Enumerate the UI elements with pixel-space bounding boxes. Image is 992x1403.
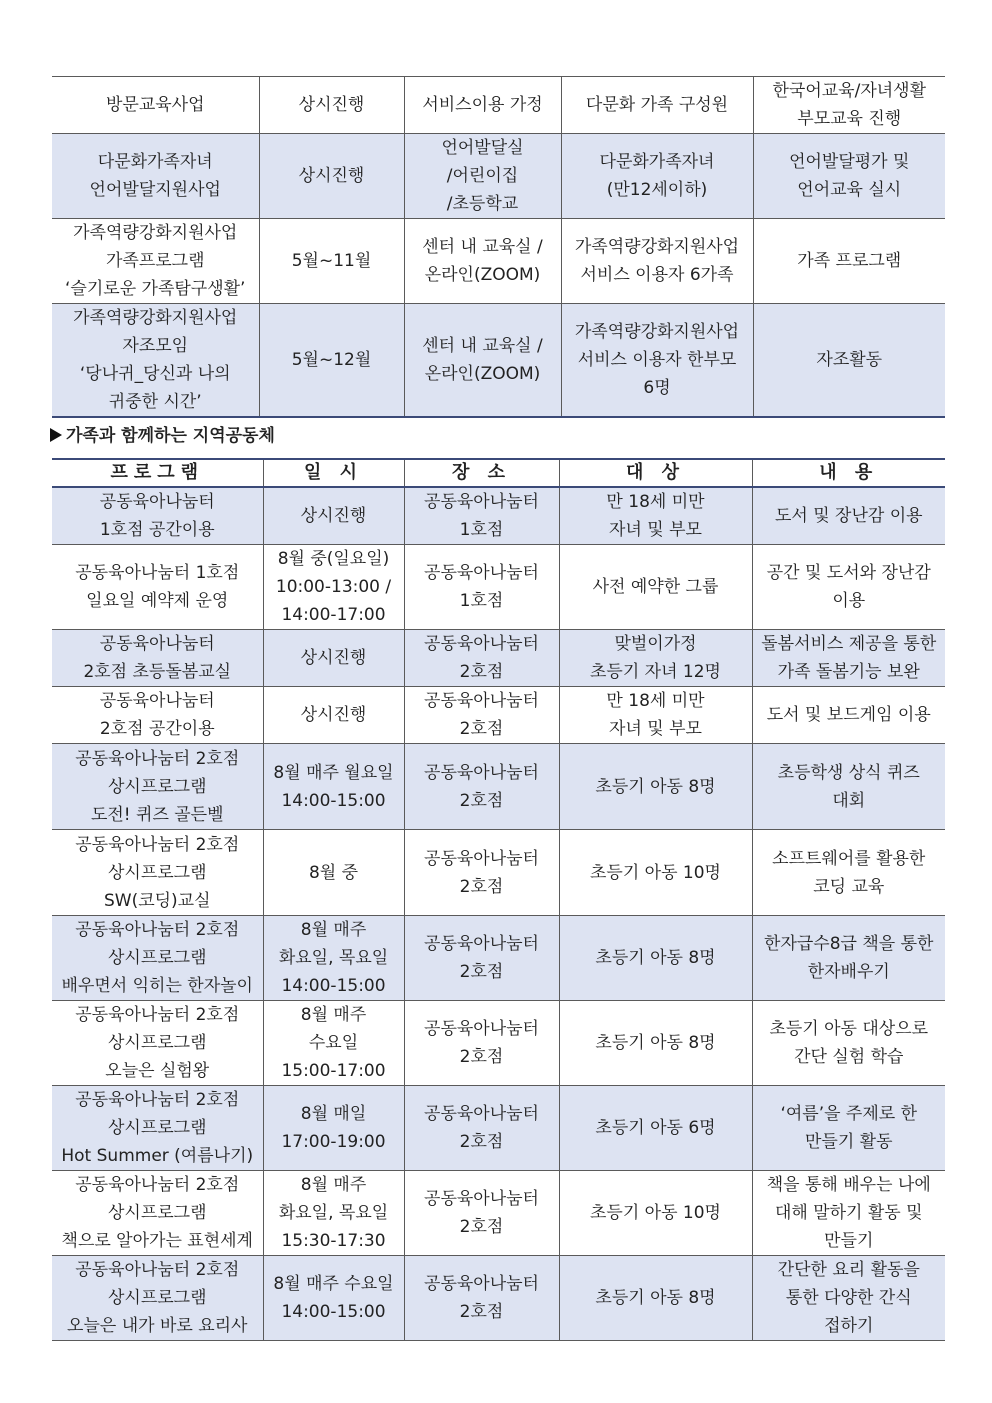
cell-place: 공동육아나눔터 2호점 <box>404 1256 559 1341</box>
cell-place: 공동육아나눔터 2호점 <box>404 1086 559 1171</box>
cell-content: 도서 및 장난감 이용 <box>752 487 945 545</box>
cell-program: 다문화가족자녀 언어발달지원사업 <box>52 134 259 219</box>
table-row <box>52 1171 945 1256</box>
cell-program: 공동육아나눔터 1호점 일요일 예약제 운영 <box>52 545 263 630</box>
cell-target: 초등기 아동 8명 <box>559 744 752 830</box>
cell-place: 센터 내 교육실 / 온라인(ZOOM) <box>404 304 561 418</box>
table-row <box>52 744 945 830</box>
cell-content: ‘여름’을 주제로 한 만들기 활동 <box>752 1086 945 1171</box>
table-row <box>52 1256 945 1341</box>
cell-program: 공동육아나눔터 2호점 상시프로그램 책으로 알아가는 표현세계 <box>52 1171 263 1256</box>
cell-place: 공동육아나눔터 1호점 <box>404 545 559 630</box>
header-program: 프로그램 <box>52 459 263 487</box>
cell-content: 자조활동 <box>753 304 945 418</box>
cell-schedule: 상시진행 <box>263 687 404 744</box>
cell-program: 공동육아나눔터 2호점 상시프로그램 오늘은 내가 바로 요리사 <box>52 1256 263 1341</box>
cell-program: 공동육아나눔터 2호점 상시프로그램 Hot Summer (여름나기) <box>52 1086 263 1171</box>
table-row <box>52 687 945 744</box>
cell-schedule: 상시진행 <box>263 630 404 687</box>
section-title: 가족과 함께하는 지역공동체 <box>66 426 275 446</box>
cell-schedule: 8월 매일 17:00-19:00 <box>263 1086 404 1171</box>
cell-content: 언어발달평가 및 언어교육 실시 <box>753 134 945 219</box>
cell-target: 만 18세 미만 자녀 및 부모 <box>559 687 752 744</box>
cell-place: 공동육아나눔터 2호점 <box>404 830 559 916</box>
header-content: 내 용 <box>752 459 945 487</box>
cell-target: 초등기 아동 8명 <box>559 1001 752 1086</box>
cell-content: 초등학생 상식 퀴즈 대회 <box>752 744 945 830</box>
cell-target: 다문화 가족 구성원 <box>561 77 753 134</box>
cell-target: 초등기 아동 8명 <box>559 1256 752 1341</box>
cell-schedule: 8월 매주 수요일 14:00-15:00 <box>263 1256 404 1341</box>
triangle-bullet-icon <box>50 428 62 442</box>
cell-target: 맞벌이가정 초등기 자녀 12명 <box>559 630 752 687</box>
table-row <box>52 830 945 916</box>
cell-place: 공동육아나눔터 2호점 <box>404 1171 559 1256</box>
cell-content: 공간 및 도서와 장난감 이용 <box>752 545 945 630</box>
cell-schedule: 8월 중 <box>263 830 404 916</box>
section-heading <box>50 424 275 448</box>
cell-place: 서비스이용 가정 <box>404 77 561 134</box>
community-table-body <box>52 487 945 1341</box>
table-row <box>52 545 945 630</box>
cell-program: 가족역량강화지원사업 자조모임 ‘당나귀_당신과 나의 귀중한 시간’ <box>52 304 259 418</box>
cell-target: 초등기 아동 6명 <box>559 1086 752 1171</box>
header-schedule: 일 시 <box>263 459 404 487</box>
cell-target: 만 18세 미만 자녀 및 부모 <box>559 487 752 545</box>
cell-place: 공동육아나눔터 2호점 <box>404 630 559 687</box>
cell-schedule: 8월 매주 화요일, 목요일 14:00-15:00 <box>263 916 404 1001</box>
cell-content: 책을 통해 배우는 나에 대해 말하기 활동 및 만들기 <box>752 1171 945 1256</box>
cell-content: 도서 및 보드게임 이용 <box>752 687 945 744</box>
cell-content: 가족 프로그램 <box>753 219 945 304</box>
table-row <box>52 487 945 545</box>
cell-place: 센터 내 교육실 / 온라인(ZOOM) <box>404 219 561 304</box>
cell-target: 가족역량강화지원사업 서비스 이용자 6가족 <box>561 219 753 304</box>
cell-target: 초등기 아동 10명 <box>559 1171 752 1256</box>
cell-place: 공동육아나눔터 2호점 <box>404 744 559 830</box>
cell-program: 공동육아나눔터 2호점 초등돌봄교실 <box>52 630 263 687</box>
table-row <box>52 134 945 219</box>
cell-place: 공동육아나눔터 2호점 <box>404 916 559 1001</box>
cell-schedule: 8월 매주 화요일, 목요일 15:30-17:30 <box>263 1171 404 1256</box>
table-header-row <box>52 459 945 487</box>
cell-program: 공동육아나눔터 2호점 공간이용 <box>52 687 263 744</box>
cell-target: 초등기 아동 8명 <box>559 916 752 1001</box>
cell-schedule: 상시진행 <box>259 77 404 134</box>
table-row <box>52 1086 945 1171</box>
program-table-body <box>52 77 945 418</box>
cell-content: 간단한 요리 활동을 통한 다양한 간식 접하기 <box>752 1256 945 1341</box>
cell-place: 공동육아나눔터 1호점 <box>404 487 559 545</box>
cell-content: 돌봄서비스 제공을 통한 가족 돌봄기능 보완 <box>752 630 945 687</box>
cell-content: 한자급수8급 책을 통한 한자배우기 <box>752 916 945 1001</box>
cell-program: 공동육아나눔터 2호점 상시프로그램 오늘은 실험왕 <box>52 1001 263 1086</box>
cell-content: 한국어교육/자녀생활 부모교육 진행 <box>753 77 945 134</box>
community-program-table <box>52 458 945 1341</box>
cell-schedule: 상시진행 <box>259 134 404 219</box>
cell-target: 사전 예약한 그룹 <box>559 545 752 630</box>
cell-place: 공동육아나눔터 2호점 <box>404 687 559 744</box>
cell-schedule: 5월~12월 <box>259 304 404 418</box>
cell-schedule: 8월 매주 수요일 15:00-17:00 <box>263 1001 404 1086</box>
cell-program: 방문교육사업 <box>52 77 259 134</box>
table-row <box>52 916 945 1001</box>
program-table-continued <box>52 76 945 418</box>
cell-content: 초등기 아동 대상으로 간단 실험 학습 <box>752 1001 945 1086</box>
cell-place: 공동육아나눔터 2호점 <box>404 1001 559 1086</box>
header-place: 장 소 <box>404 459 559 487</box>
cell-program: 공동육아나눔터 2호점 상시프로그램 배우면서 익히는 한자놀이 <box>52 916 263 1001</box>
table-row <box>52 1001 945 1086</box>
cell-program: 가족역량강화지원사업 가족프로그램 ‘슬기로운 가족탐구생활’ <box>52 219 259 304</box>
cell-place: 언어발달실 /어린이집 /초등학교 <box>404 134 561 219</box>
cell-target: 가족역량강화지원사업 서비스 이용자 한부모 6명 <box>561 304 753 418</box>
table-row <box>52 77 945 134</box>
cell-target: 다문화가족자녀 (만12세이하) <box>561 134 753 219</box>
cell-schedule: 8월 매주 월요일 14:00-15:00 <box>263 744 404 830</box>
cell-schedule: 5월~11월 <box>259 219 404 304</box>
cell-content: 소프트웨어를 활용한 코딩 교육 <box>752 830 945 916</box>
cell-schedule: 8월 중(일요일) 10:00-13:00 / 14:00-17:00 <box>263 545 404 630</box>
cell-schedule: 상시진행 <box>263 487 404 545</box>
table-row <box>52 219 945 304</box>
cell-target: 초등기 아동 10명 <box>559 830 752 916</box>
header-target: 대 상 <box>559 459 752 487</box>
cell-program: 공동육아나눔터 1호점 공간이용 <box>52 487 263 545</box>
cell-program: 공동육아나눔터 2호점 상시프로그램 SW(코딩)교실 <box>52 830 263 916</box>
table-row <box>52 304 945 418</box>
table-row <box>52 630 945 687</box>
cell-program: 공동육아나눔터 2호점 상시프로그램 도전! 퀴즈 골든벨 <box>52 744 263 830</box>
